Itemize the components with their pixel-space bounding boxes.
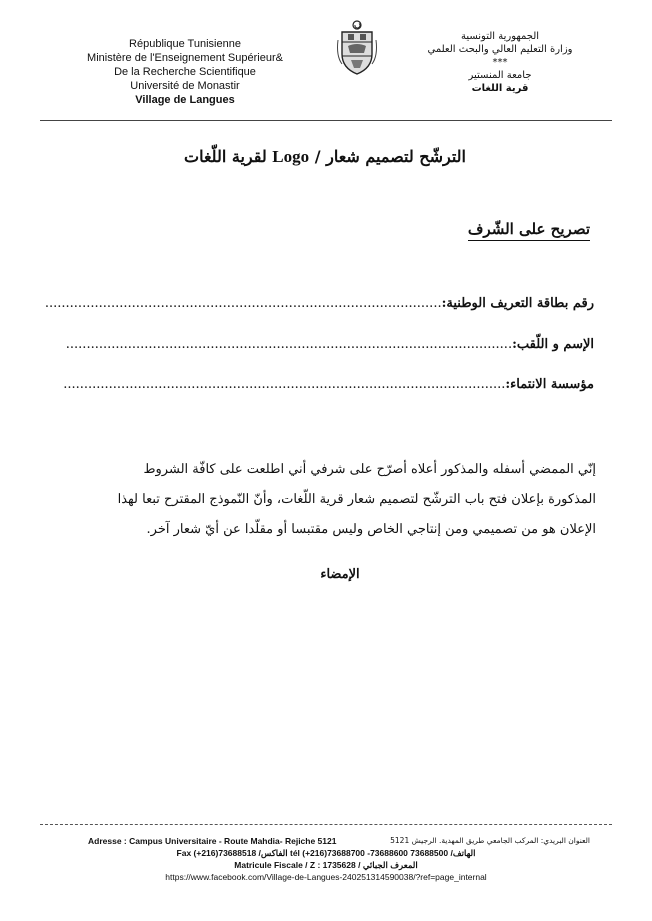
header-ar-country: الجمهورية التونسية bbox=[460, 31, 540, 42]
header-divider bbox=[40, 120, 612, 121]
title-prefix: الترشّح لتصميم شعار / bbox=[314, 147, 466, 166]
header-fr-ministry: Ministère de l'Enseignement Supérieur& bbox=[87, 52, 283, 64]
field-full-name-dots[interactable]: ............................................................................................................ bbox=[65, 337, 513, 352]
field-full-name[interactable] bbox=[65, 337, 594, 352]
header-french bbox=[70, 37, 300, 107]
header-fr-research: De la Recherche Scientifique bbox=[114, 66, 256, 78]
field-national-id-dots[interactable]: ................................................................................................ bbox=[44, 296, 442, 311]
paragraph-line: المذكورة بإعلان فتح باب الترشّح لتصميم شعار قرية اللّغات، وأنّ النّموذج المقترح تبعا لهذا bbox=[117, 492, 596, 507]
paragraph-line: الإعلان هو من تصميمي ومن إنتاجي الخاص وليس مقتبسا أو مقلّدا عن أيّ شعار آخر. bbox=[146, 522, 596, 537]
declaration-heading bbox=[440, 220, 590, 238]
footer-facebook-link[interactable]: https://www.facebook.com/Village-de-Langues-240251314590038/?ref=page_internal bbox=[165, 872, 487, 882]
header-fr-village: Village de Langues bbox=[135, 94, 235, 106]
footer-address-fr: Adresse : Campus Universitaire - Route Mahdia- Rejiche 5121 bbox=[88, 836, 337, 846]
footer-divider bbox=[40, 824, 612, 825]
declaration-paragraph bbox=[76, 455, 596, 545]
field-full-name-label: الإسم و اللّقب: bbox=[512, 337, 594, 352]
header-ar-stars: *** bbox=[492, 57, 508, 68]
header-ar-ministry: وزارة التعليم العالي والبحث العلمي bbox=[427, 44, 573, 55]
header-fr-country: République Tunisienne bbox=[129, 38, 241, 50]
footer-phone: الهاتف/ tél (+216)73688700 -73688600 73688500 الفاكس/ Fax (+216)73688518 bbox=[176, 848, 476, 858]
title-suffix: لقرية اللّغات bbox=[184, 147, 267, 166]
header-arabic bbox=[420, 30, 580, 95]
field-institution-label: مؤسسة الانتماء: bbox=[505, 377, 594, 392]
header-ar-village: قرية اللغات bbox=[471, 83, 529, 94]
header-ar-university: جامعة المنستير bbox=[468, 70, 532, 81]
signature-label: الإمضاء bbox=[320, 567, 360, 582]
document-title bbox=[120, 147, 530, 167]
title-logo-word: Logo bbox=[272, 147, 310, 166]
field-institution[interactable] bbox=[63, 377, 594, 392]
footer-address-ar: العنوان البريدي: المركب الجامعي طريق المهدية. الرجيش 5121 bbox=[390, 836, 590, 845]
field-national-id[interactable] bbox=[44, 296, 594, 311]
tunisia-coat-of-arms-icon bbox=[334, 20, 380, 76]
paragraph-line: إنّي الممضي أسفله والمذكور أعلاه أصرّح على شرفي أني اطلعت على كافّة الشروط bbox=[143, 462, 596, 477]
footer-fiscal: المعرف الجبائي / Matricule Fiscale / Z : 1735628 bbox=[234, 860, 418, 870]
header-fr-university: Université de Monastir bbox=[130, 80, 240, 92]
field-national-id-label: رقم بطاقة التعريف الوطنية: bbox=[441, 296, 594, 311]
field-institution-dots[interactable]: ........................................................................................................... bbox=[63, 377, 506, 392]
declaration-heading-text: تصريح على الشّرف bbox=[468, 220, 590, 241]
